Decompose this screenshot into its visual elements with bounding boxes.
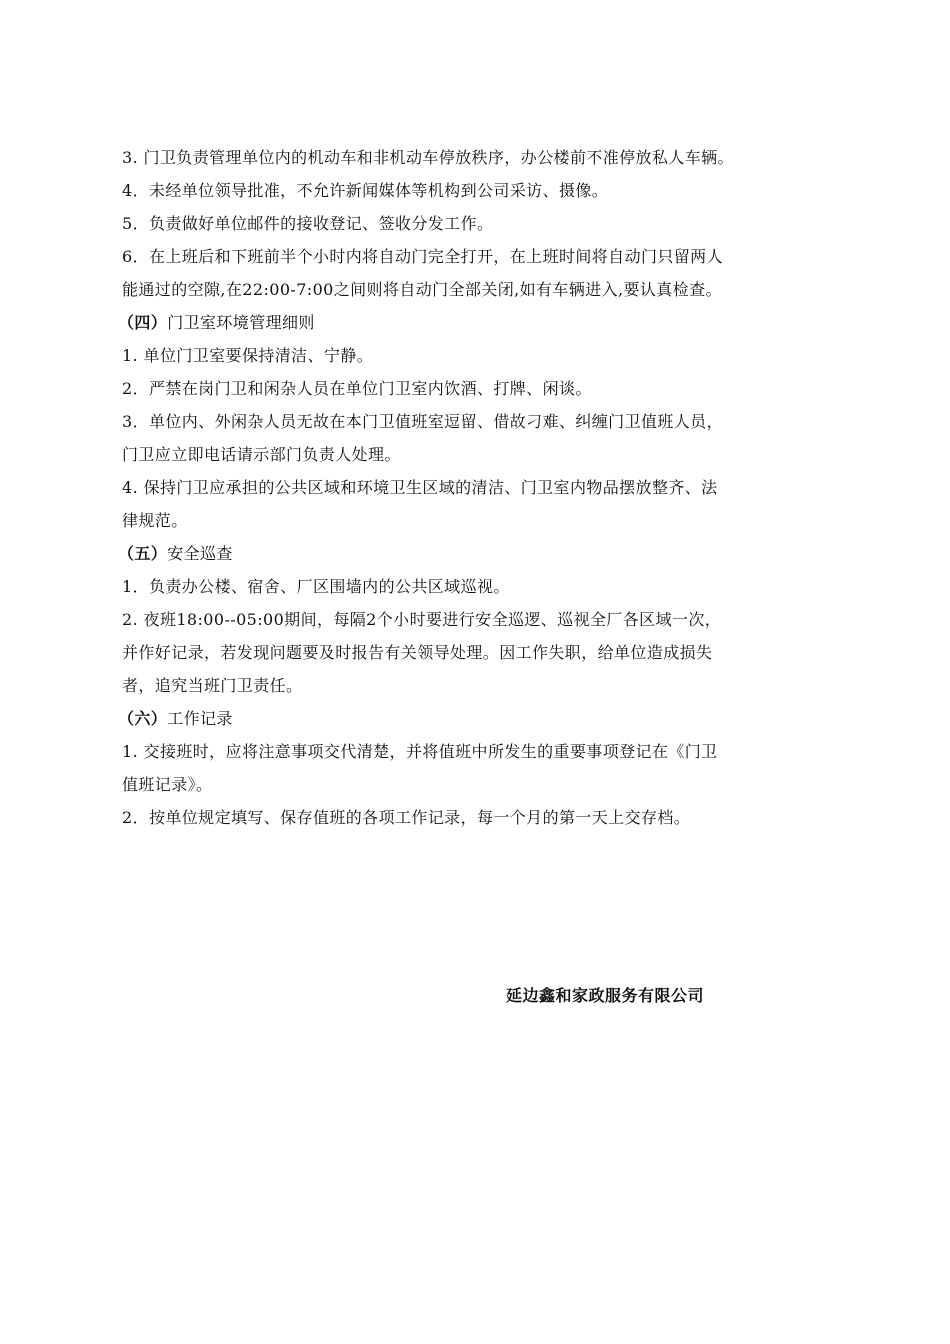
- paragraph-line: 1．负责办公楼、宿舍、厂区围墙内的公共区域巡视。: [122, 577, 510, 596]
- paragraph-line: 3．单位内、外闲杂人员无故在本门卫值班室逗留、借故刁难、纠缠门卫值班人员，: [122, 412, 723, 431]
- paragraph-line: 2. 夜班18:00--05:00期间，每隔2个小时要进行安全巡逻、巡视全厂各区域一次，: [122, 610, 722, 629]
- company-signature: 延边鑫和家政服务有限公司: [506, 986, 705, 1005]
- paragraph-line: 者，追究当班门卫责任。: [122, 676, 303, 695]
- paragraph-line: 2．按单位规定填写、保存值班的各项工作记录，每一个月的第一天上交存档。: [122, 808, 691, 827]
- paragraph-line: 1. 交接班时，应将注意事项交代清楚，并将值班中所发生的重要事项登记在《门卫: [122, 742, 718, 761]
- document-body: [118, 141, 842, 834]
- section-heading-6: [118, 702, 842, 735]
- section-title: 安全巡查: [167, 544, 233, 563]
- paragraph-line: 2．严禁在岗门卫和闲杂人员在单位门卫室内饮酒、打牌、闲谈。: [122, 379, 592, 398]
- paragraph-line: 并作好记录，若发现问题要及时报告有关领导处理。因工作失职，给单位造成损失: [122, 643, 713, 662]
- paragraph-line: 律规范。: [122, 511, 188, 530]
- paragraph-line: 6．在上班后和下班前半个小时内将自动门完全打开，在上班时间将自动门只留两人: [122, 247, 723, 266]
- paragraph-line: 4．未经单位领导批准，不允许新闻媒体等机构到公司采访、摄像。: [122, 181, 609, 200]
- paragraph-line: 1. 单位门卫室要保持清洁、宁静。: [122, 346, 374, 365]
- section-number: （五）: [118, 544, 168, 563]
- paragraph-line: 值班记录》。: [122, 775, 213, 794]
- paragraph-line: 3. 门卫负责管理单位内的机动车和非机动车停放秩序，办公楼前不准停放私人车辆。: [122, 148, 734, 167]
- section-heading-4: [118, 306, 842, 339]
- paragraph-line: 能通过的空隙,在22:00-7:00之间则将自动门全部关闭,如有车辆进入,要认真检查。: [122, 280, 722, 299]
- section-number: （四）: [118, 313, 168, 332]
- section-number: （六）: [118, 709, 168, 728]
- section-title: 工作记录: [167, 709, 233, 728]
- paragraph-line: 4. 保持门卫应承担的公共区域和环境卫生区域的清洁、门卫室内物品摆放整齐、法: [122, 478, 718, 497]
- paragraph-line: 5．负责做好单位邮件的接收登记、签收分发工作。: [122, 214, 494, 233]
- section-title: 门卫室环境管理细则: [167, 313, 315, 332]
- section-heading-5: [118, 537, 842, 570]
- paragraph-line: 门卫应立即电话请示部门负责人处理。: [122, 445, 401, 464]
